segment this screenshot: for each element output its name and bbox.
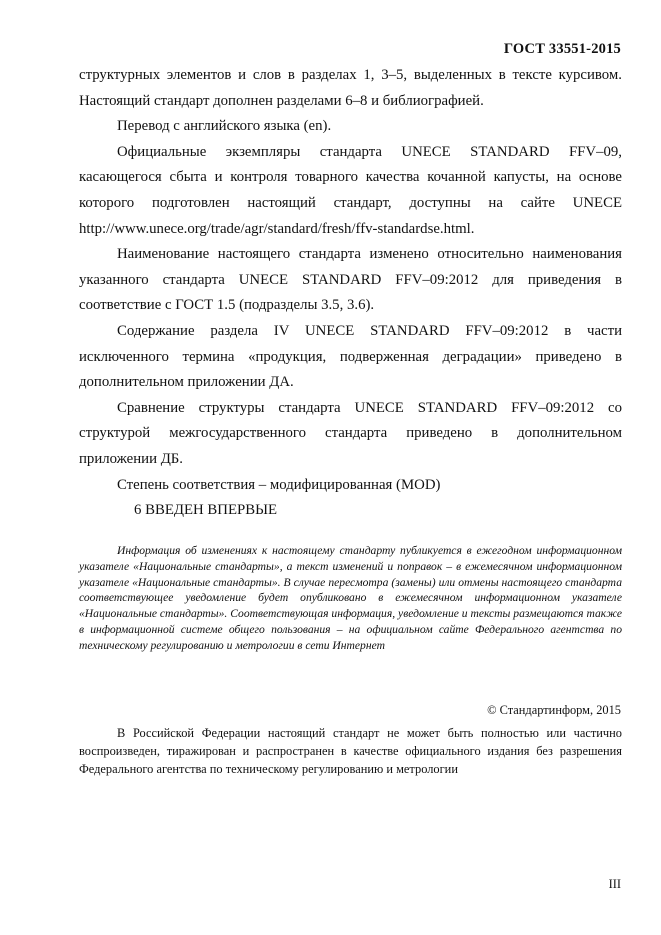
document-id-header: ГОСТ 33551-2015 — [503, 41, 621, 57]
paragraph-title-change: Наименование настоящего стандарта изменено относительно наименования указанного стандарта UNECE STANDARD FFV–09:2012 для приведения в соответствие с ГОСТ 1.5 (подразделы 3.5, 3.6). — [79, 246, 622, 314]
paragraph-section-iv: Содержание раздела IV UNECE STANDARD FFV–09:2012 в части исключенного термина «продукция, подверженная деградации» приведено в дополнительном приложении ДА. — [79, 322, 622, 391]
paragraph-introduced-first: 6 ВВЕДЕН ВПЕРВЫЕ — [134, 502, 278, 519]
change-information-notice: Информация об изменениях к настоящему стандарту публикуется в ежегодном информационном указателе «Национальные стандарты», а текст изменений и поправок – в ежемесячном информационном указателе «Национальные стандарты». В случае пересмотра (замены) или отмены настоящего стандарта соответствующее уведомление будет опубликовано в ежемесячном информационном указателе «Национальные стандарты». Соответствующая информация, уведомление и тексты размещаются также в информационной системе общего пользования – на официальном сайте Федерального агентства по техническому регулированию и метрологии в сети Интернет — [79, 544, 622, 652]
page-number: III — [608, 877, 621, 891]
paragraph-conformity-degree: Степень соответствия – модифицированная (MOD) — [117, 476, 441, 493]
body-text — [79, 63, 622, 524]
paragraph-official-copies: Официальные экземпляры стандарта UNECE STANDARD FFV–09, касающегося сбыта и контроля товарного качества кочанной капусты, на основе которого подготовлен настоящий стандарт, доступны на сайте UNECE http://www.unece.org/trade/agr/standard/fresh/ffv-standardse.html. — [79, 143, 622, 237]
copyright-line: © Стандартинформ, 2015 — [487, 703, 621, 717]
paragraph-structure-note: структурных элементов и слов в разделах 1, 3–5, выделенных в тексте курсивом. Настоящий стандарт дополнен разделами 6–8 и библиографией. — [79, 67, 622, 109]
paragraph-structure-comparison: Сравнение структуры стандарта UNECE STANDARD FFV–09:2012 со структурой межгосударственного стандарта приведено в дополнительном приложении ДБ. — [79, 399, 622, 467]
reproduction-rights-notice: В Российской Федерации настоящий стандарт не может быть полностью или частично воспроизведен, тиражирован и распространен в качестве официального издания без разрешения Федерального агентства по техническому регулированию и метрологии — [79, 726, 622, 776]
paragraph-translation: Перевод с английского языка (en). — [117, 118, 332, 135]
